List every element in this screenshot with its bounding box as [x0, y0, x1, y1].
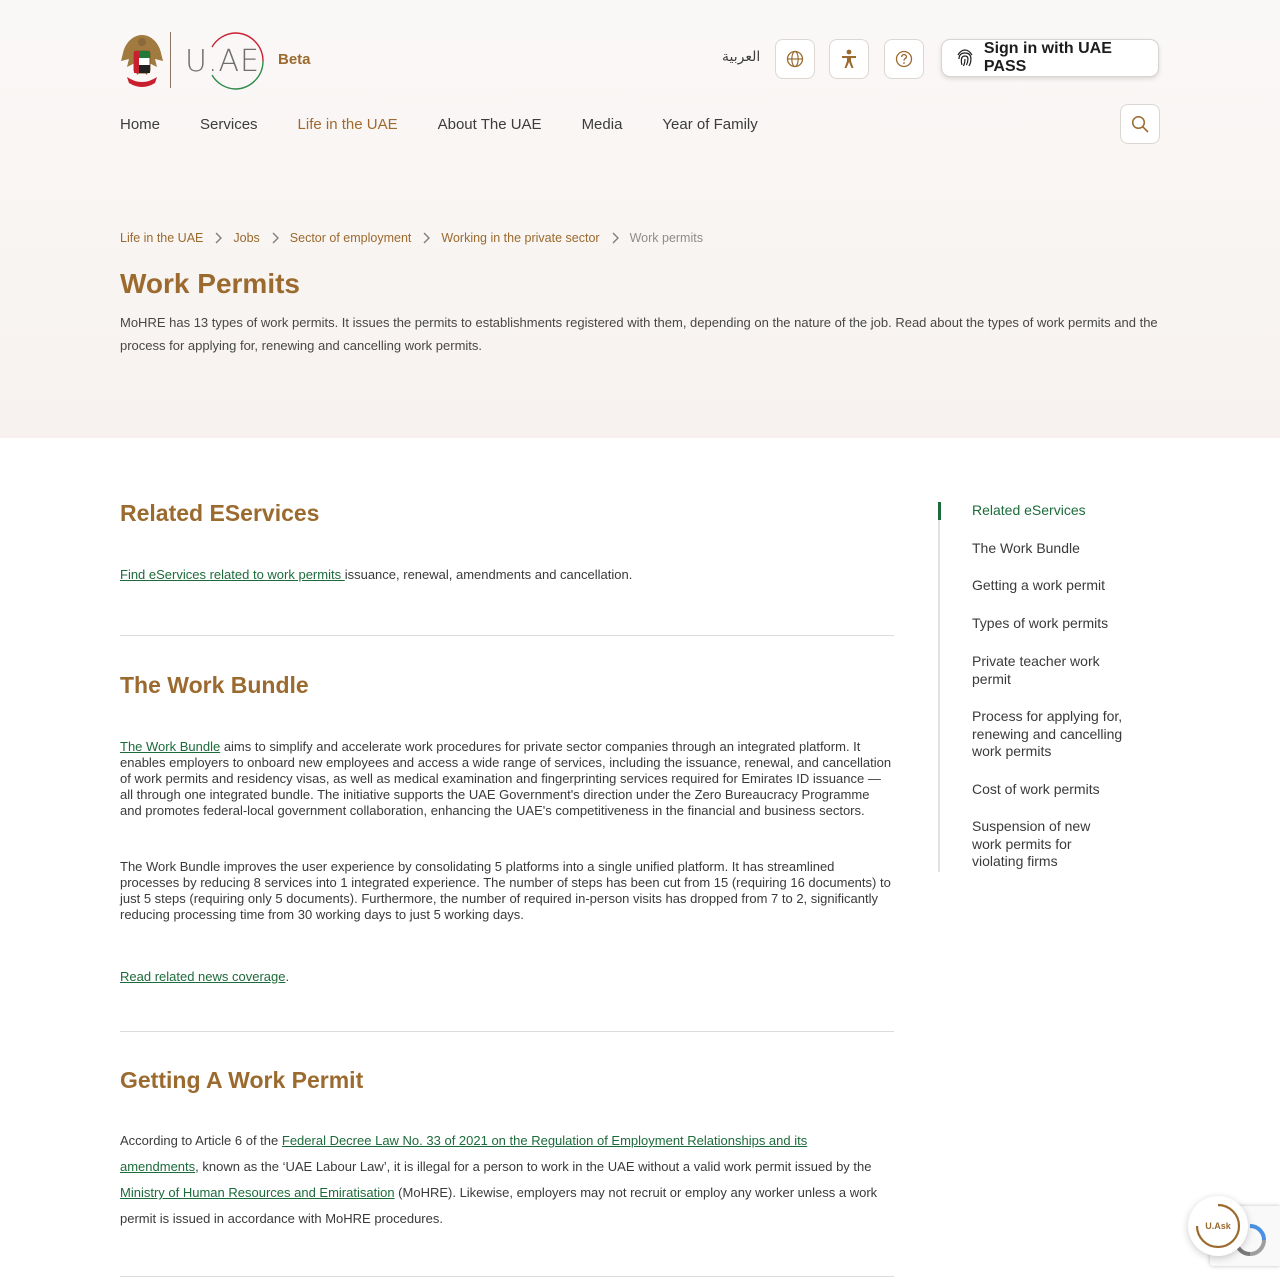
- work-bundle-paragraph-1: [120, 739, 894, 819]
- breadcrumb-item[interactable]: Sector of employment: [289, 231, 412, 245]
- section-divider: [120, 1031, 894, 1032]
- related-eservices-text: [120, 567, 894, 583]
- globe-button[interactable]: [775, 39, 815, 79]
- u-ask-assistant-button[interactable]: [1188, 1196, 1248, 1256]
- work-bundle-link[interactable]: The Work Bundle: [120, 739, 221, 754]
- breadcrumb: [120, 231, 703, 245]
- work-bundle-paragraph-2: The Work Bundle improves the user experience by consolidating 5 platforms into a single unified platform. It has streamlined processes by reducing 8 services into 1 integrated experience. The number of steps has been cut from 15 (requiring 16 documents) to just 5 steps (requiring only 5 documents). Furthermore, the number of required in-person visits has dropped from 7 to 2, significantly reducing processing time from 30 working days to just 5 working days.: [120, 859, 891, 922]
- breadcrumb-current: Work permits: [629, 231, 703, 245]
- toc-item-private-teacher[interactable]: Private teacher work permit: [972, 653, 1100, 687]
- signin-label: Sign in with UAE PASS: [983, 40, 1112, 75]
- breadcrumb-item[interactable]: Working in the private sector: [441, 231, 600, 245]
- toc-item-process[interactable]: Process for applying for, renewing and cancelling work permits: [972, 708, 1123, 759]
- beta-badge: Beta: [278, 51, 311, 68]
- news-coverage-line: [120, 969, 894, 985]
- labour-law-link[interactable]: Federal Decree Law No. 33 of 2021 on the Regulation of Employment Relationships and its amendments: [120, 1133, 808, 1174]
- mohre-link[interactable]: Ministry of Human Resources and Emiratisation: [120, 1185, 395, 1200]
- toc-item-work-bundle[interactable]: The Work Bundle: [972, 540, 1080, 556]
- accessibility-icon: [840, 49, 858, 69]
- uae-emblem-icon: [119, 31, 165, 89]
- help-button[interactable]: [884, 39, 924, 79]
- nav-item-media[interactable]: Media: [581, 116, 623, 133]
- uae-pass-signin-button[interactable]: [941, 39, 1159, 77]
- nav-item-about-the-uae[interactable]: About The UAE: [437, 116, 542, 133]
- getting-text-1: According to Article 6 of the: [120, 1133, 282, 1148]
- news-coverage-link[interactable]: Read related news coverage: [120, 969, 286, 984]
- chevron-right-icon: [422, 232, 430, 244]
- eservices-link[interactable]: Find eServices related to work permits: [120, 567, 345, 582]
- section-title-related-eservices: Related EServices: [120, 500, 320, 526]
- nav-item-year-of-family[interactable]: Year of Family: [662, 116, 758, 133]
- uae-wordmark: [177, 30, 269, 90]
- chevron-right-icon: [271, 232, 279, 244]
- search-button[interactable]: [1120, 104, 1160, 144]
- main-nav: [120, 116, 798, 133]
- globe-icon: [786, 50, 804, 68]
- search-icon: [1131, 115, 1149, 133]
- news-coverage-tail: .: [285, 969, 290, 984]
- getting-text-2: , known as the ‘UAE Labour Law’, it is illegal for a person to work in the UAE without a valid work permit issued by the: [195, 1159, 872, 1174]
- logo-divider: [170, 32, 171, 88]
- uae-wordmark-text: U.AE: [185, 44, 260, 79]
- fingerprint-icon: [954, 47, 976, 69]
- accessibility-button[interactable]: [829, 39, 869, 79]
- nav-item-services[interactable]: Services: [200, 116, 258, 133]
- section-title-work-bundle: The Work Bundle: [120, 672, 309, 698]
- chevron-right-icon: [611, 232, 619, 244]
- u-ask-label: U.Ask: [1205, 1221, 1231, 1231]
- toc-active-indicator: [938, 502, 941, 520]
- toc-rail: [938, 502, 940, 872]
- nav-item-life-in-the-uae[interactable]: Life in the UAE: [297, 116, 398, 133]
- page-intro: MoHRE has 13 types of work permits. It issues the permits to establishments registered with them, depending on the nature of the job. Read about the types of work permits and the process for applying for, renewing and cancelling work permits.: [120, 315, 1158, 353]
- toc-item-types-of-work-permits[interactable]: Types of work permits: [972, 615, 1109, 631]
- breadcrumb-item[interactable]: Jobs: [233, 231, 260, 245]
- language-switch-link[interactable]: العربية: [722, 49, 761, 65]
- getting-work-permit-paragraph: [120, 1128, 880, 1232]
- page-title: Work Permits: [120, 268, 300, 299]
- work-bundle-paragraph-1-text: aims to simplify and accelerate work procedures for private sector companies through an integrated platform. It enables employers to onboard new employees and access a wide range of services, including the issuance, renewal, and cancellation of work permits and residency visas, as well as medical examination and fingerprinting services required for Emirates ID issuance — all through one integrated bundle. The initiative supports the UAE Government's direction under the Zero Bureaucracy Programme and promotes federal-local government collaboration, enhancing the UAE's competitiveness in the financial and business sectors.: [120, 739, 892, 818]
- section-title-getting-work-permit: Getting A Work Permit: [120, 1067, 364, 1093]
- related-eservices-tail: issuance, renewal, amendments and cancellation.: [344, 567, 633, 582]
- toc-item-suspension[interactable]: Suspension of new work permits for violating firms: [972, 818, 1091, 869]
- toc-item-cost[interactable]: Cost of work permits: [972, 781, 1100, 797]
- main-content: [120, 500, 894, 1277]
- section-divider: [120, 635, 894, 636]
- getting-text-3: (MoHRE). Likewise, employers may not recruit or employ any worker unless a work permit is issued in accordance with MoHRE procedures.: [120, 1185, 878, 1226]
- site-logo[interactable]: [119, 30, 269, 90]
- toc-item-getting-work-permit[interactable]: Getting a work permit: [972, 577, 1106, 593]
- breadcrumb-item[interactable]: Life in the UAE: [120, 231, 204, 245]
- toc-item-related-eservices[interactable]: Related eServices: [972, 502, 1086, 518]
- chevron-right-icon: [214, 232, 222, 244]
- nav-item-home[interactable]: Home: [120, 116, 161, 133]
- help-icon: [895, 50, 913, 68]
- section-divider: [120, 1276, 894, 1277]
